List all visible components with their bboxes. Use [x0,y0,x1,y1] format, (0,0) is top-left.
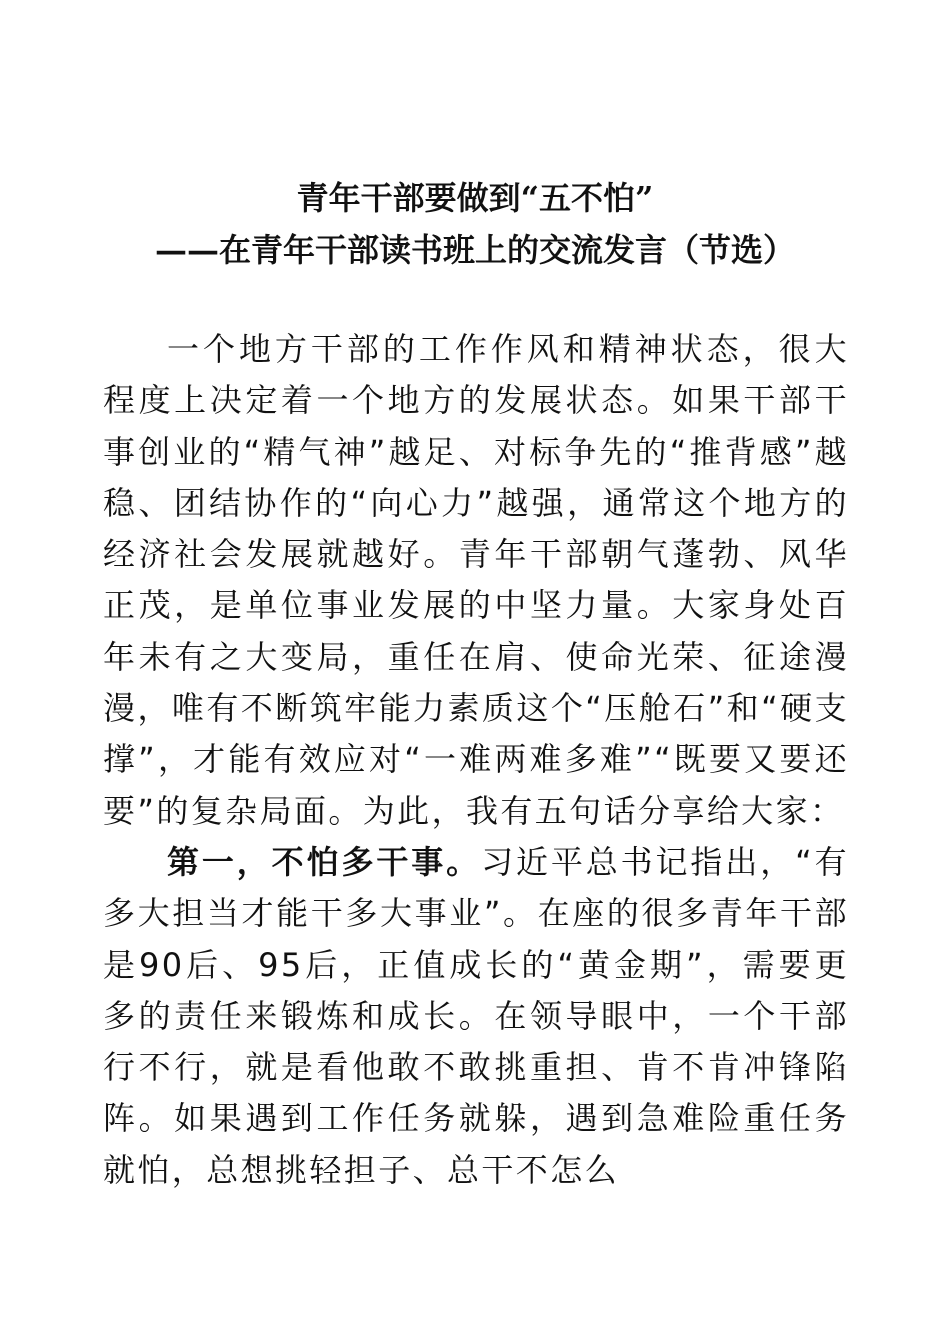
paragraph-intro [103,324,849,837]
document-body [103,324,849,1196]
paragraph-text: 一个地方干部的工作作风和精神状态，很大程度上决定着一个地方的发展状态。如果干部干事创业的“精气神”越足、对标争先的“推背感”越稳、团结协作的“向心力”越强，通常这个地方的经济社会发展就越好。青年干部朝气蓬勃、风华正茂，是单位事业发展的中坚力量。大家身处百年未有之大变局，重任在肩、使命光荣、征途漫漫，唯有不断筑牢能力素质这个“压舱石”和“硬支撑”，才能有效应对“一难两难多难”“既要又要还要”的复杂局面。为此，我有五句话分享给大家： [103,330,849,830]
document-title: 青年干部要做到“五不怕” [296,179,654,217]
paragraph-text: 习近平总书记指出，“有多大担当才能干多大事业”。在座的很多青年干部是90后、95后，正值成长的“黄金期”，需要更多的责任来锻炼和成长。在领导眼中，一个干部行不行，就是看他敢不敢挑重担、肯不肯冲锋陷阵。如果遇到工作任务就躲，遇到急难险重任务就怕，总想挑轻担子、总干不怎么 [103,842,849,1189]
paragraph-lead: 第一，不怕多干事。 [167,842,482,881]
document-subtitle: ——在青年干部读书班上的交流发言（节选） [154,231,795,269]
title-block [0,172,950,276]
paragraph-point-one [103,837,849,1196]
